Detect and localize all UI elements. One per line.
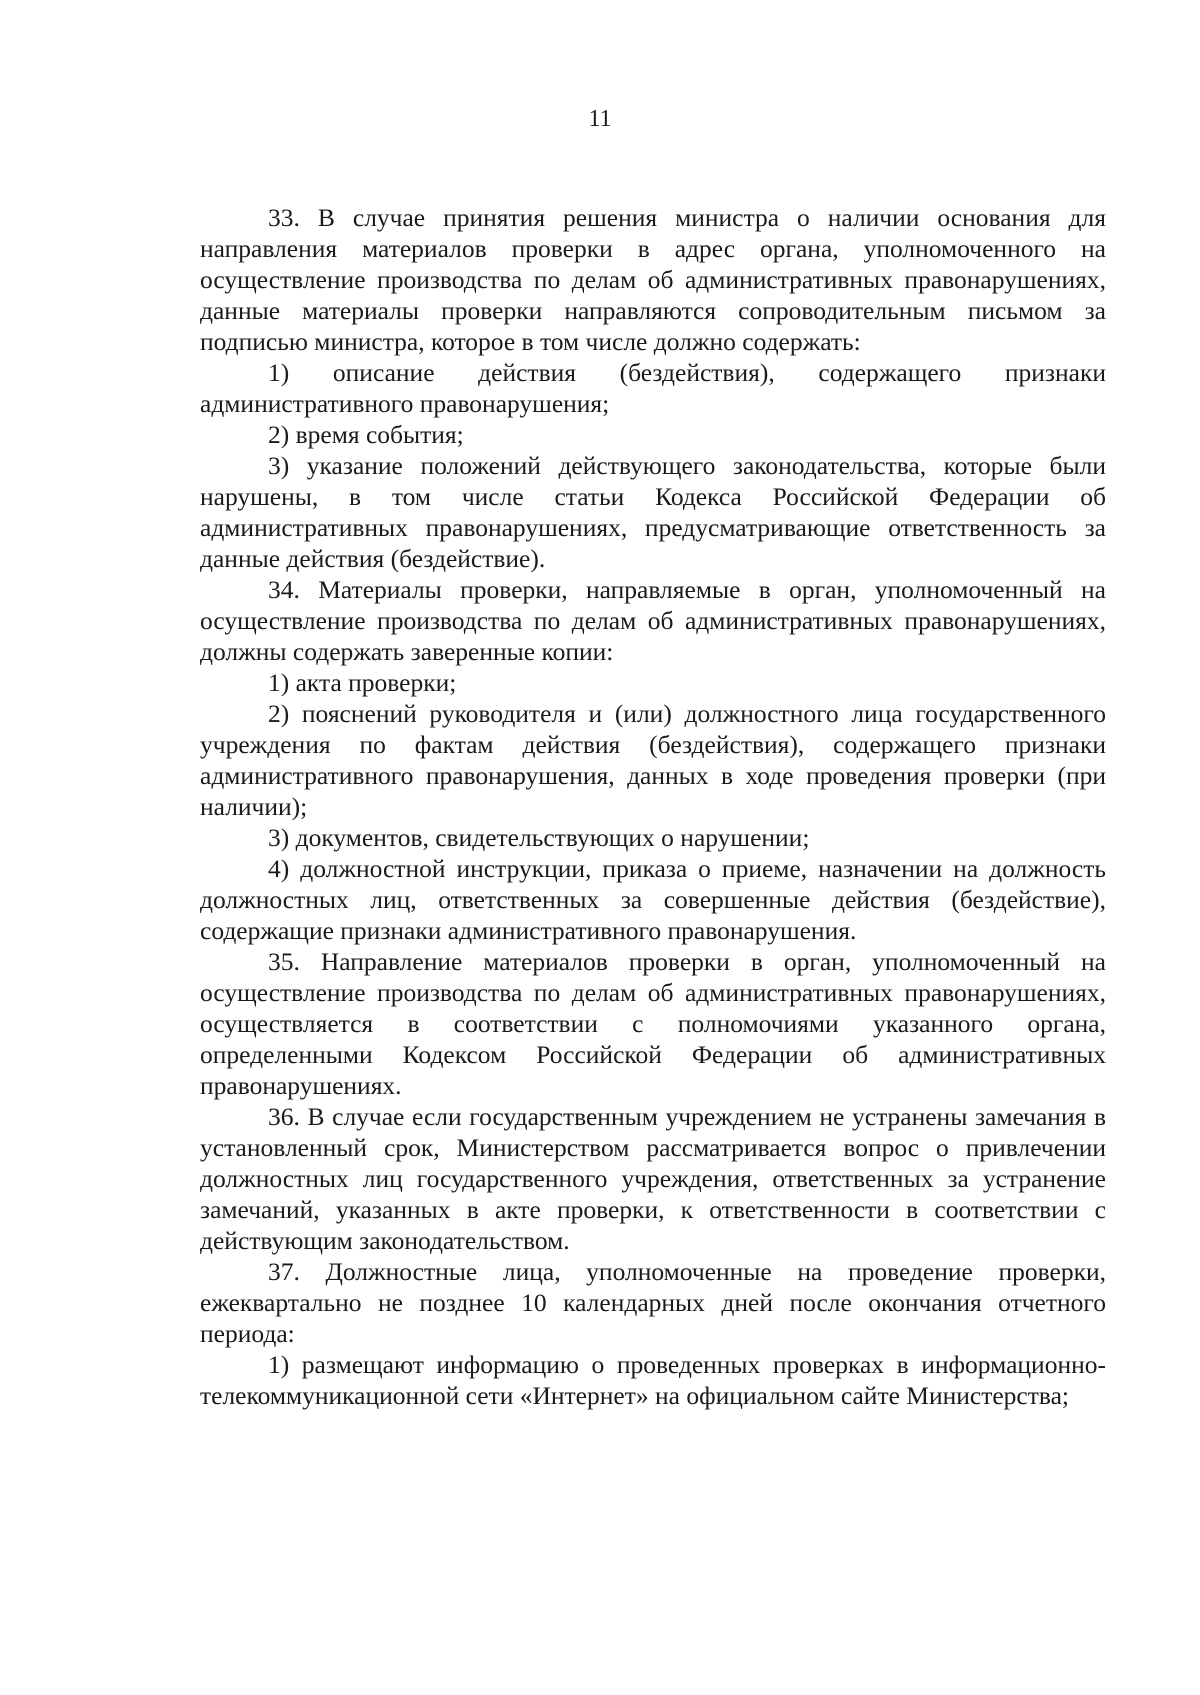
paragraph-34-item-1: 1) акта проверки; [268,668,457,697]
paragraph-33-item-3: 3) указание положений действующего законодательства, которые были нарушены, в том числе статьи Кодекса Российской Федерации об административных правонарушениях, предусматривающие ответственность за данные действия (бездействие). [200,451,1106,573]
paragraph-36: 36. В случае если государственным учреждением не устранены замечания в установленный срок, Министерством рассматривается вопрос о привлечении должностных лиц государственного учреждения, ответственных за устранение замечаний, указанных в акте проверки, к ответственности в соответствии с действующим законодательством. [200,1102,1106,1255]
paragraph-37: 37. Должностные лица, уполномоченные на проведение проверки, ежеквартально не позднее 10 календарных дней после окончания отчетного периода: [200,1257,1106,1348]
paragraph-34-item-2: 2) пояснений руководителя и (или) должностного лица государственного учреждения по фактам действия (бездействия), содержащего признаки административного правонарушения, данных в ходе проведения проверки (при наличии); [200,699,1106,821]
paragraph-34-item-3: 3) документов, свидетельствующих о нарушении; [268,823,810,852]
paragraph-35: 35. Направление материалов проверки в орган, уполномоченный на осуществление производства по делам об административных правонарушениях, осуществляется в соответствии с полномочиями указанного органа, определенными Кодексом Российской Федерации об административных правонарушениях. [200,947,1106,1100]
paragraph-33-item-1: 1) описание действия (бездействия), содержащего признаки административного правонарушения; [200,358,1106,418]
paragraph-33: 33. В случае принятия решения министра о наличии основания для направления материалов проверки в адрес органа, уполномоченного на осуществление производства по делам об административных правонарушениях, данные материалы проверки направляются сопроводительным письмом за подписью министра, которое в том числе должно содержать: [200,203,1106,356]
paragraph-34: 34. Материалы проверки, направляемые в орган, уполномоченный на осуществление производства по делам об административных правонарушениях, должны содержать заверенные копии: [200,575,1106,666]
page-number: 11 [588,106,612,132]
paragraph-34-item-4: 4) должностной инструкции, приказа о приеме, назначении на должность должностных лиц, ответственных за совершенные действия (бездействие), содержащие признаки административного правонарушения. [200,854,1106,945]
paragraph-33-item-2: 2) время события; [268,420,464,449]
paragraph-37-item-1: 1) размещают информацию о проведенных проверках в информационно-телекоммуникационной сети «Интернет» на официальном сайте Министерства; [200,1350,1106,1410]
document-body [200,202,1106,1411]
